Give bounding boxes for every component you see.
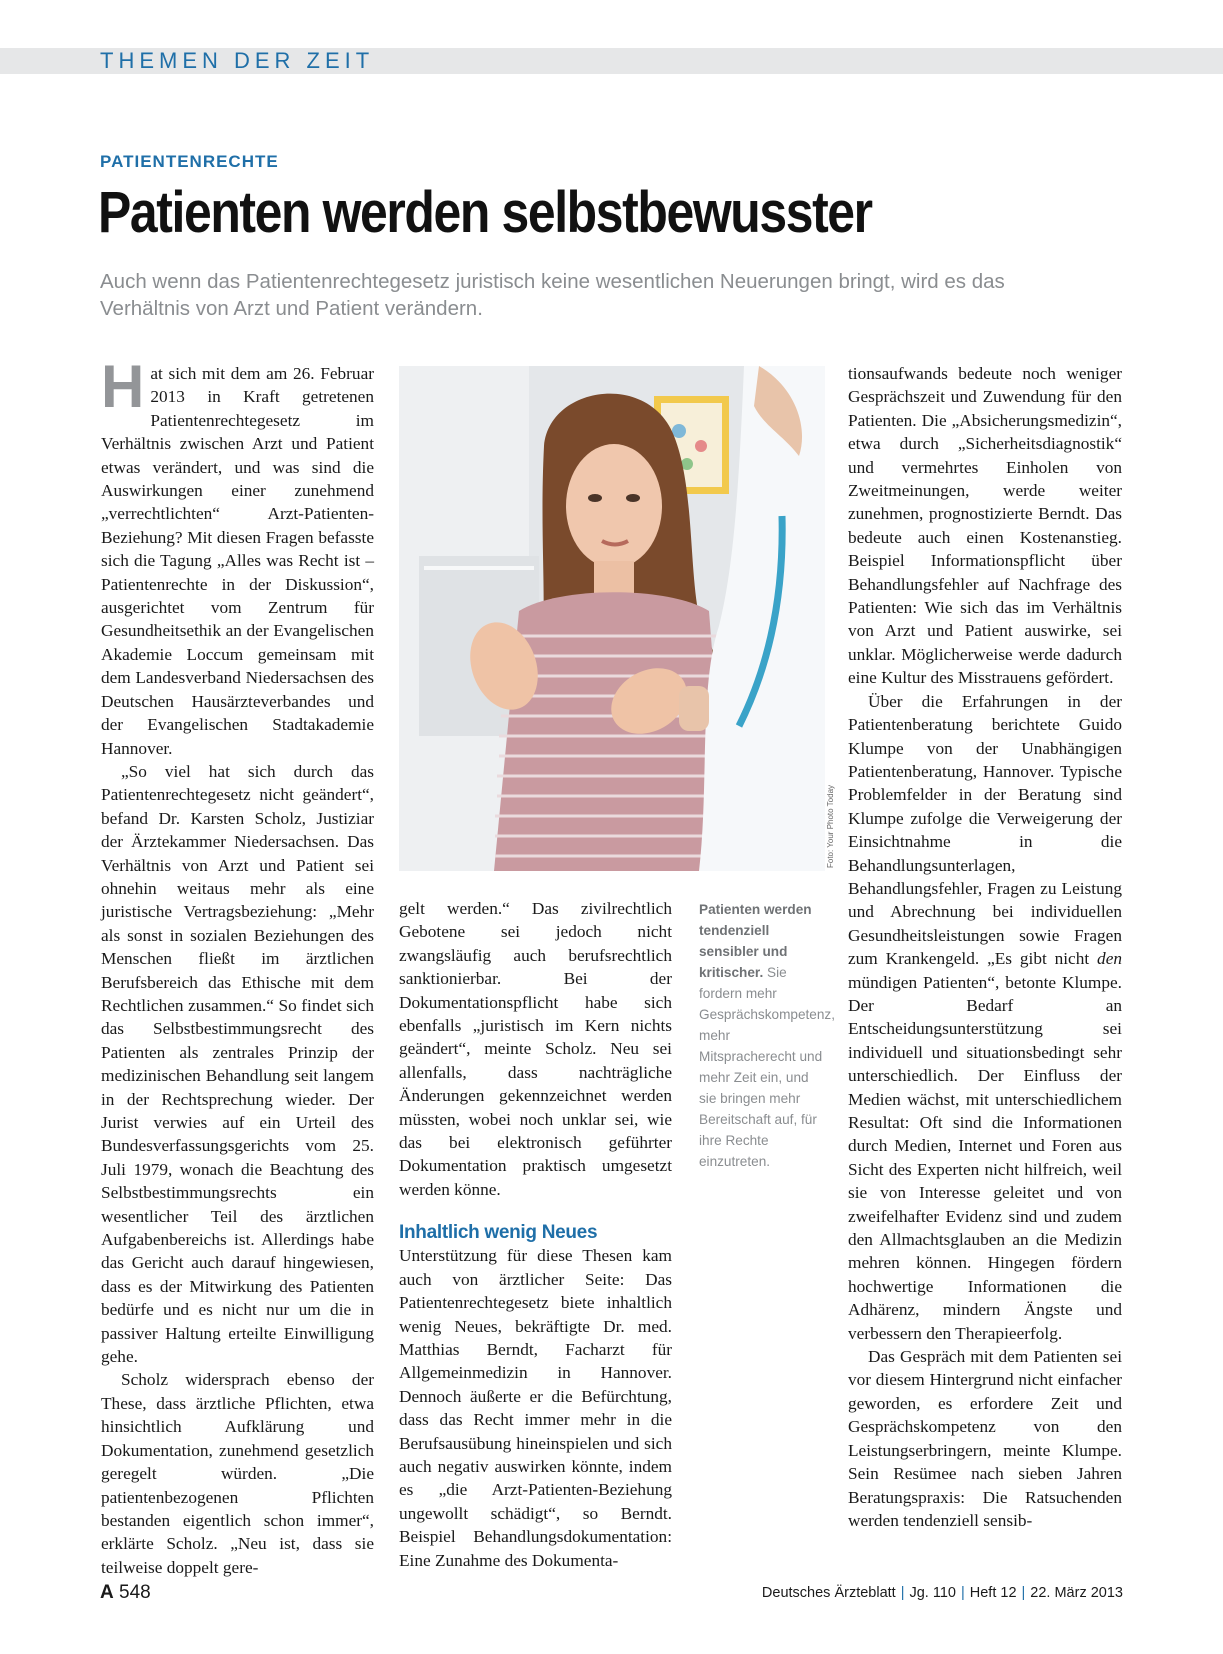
quote-emphasis: den	[1097, 949, 1122, 969]
quote-text: mündigen Patienten“, betonte Klumpe.	[848, 972, 1122, 992]
page-number	[100, 1582, 151, 1604]
subheading: Inhaltlich wenig Neues	[399, 1222, 598, 1244]
paragraph	[101, 353, 374, 760]
photo-illustration	[399, 366, 825, 871]
article-column-1	[101, 353, 374, 1579]
paragraph: tionsaufwands bedeute noch weniger Gesprächszeit und Zuwendung für den Patienten. Die „Absicherungsmedizin“, etwa durch „Sicherheitsdiagnostik“ und vermehrtes Einholen von Zweitmeinungen, werde weiter zunehmen, prognostizierte Berndt. Das bedeute auch einen Kostenanstieg. Beispiel Informationspflicht über Behandlungsfehler auf Nachfrage des Patienten: Wie sich das im Verhältnis von Arzt und Patient auswirke, sei unklar. Möglicherweise werde dadurch eine Kultur des Misstrauens gefördert.	[848, 364, 1122, 688]
separator: |	[960, 1585, 965, 1601]
journal-date: 22. März 2013	[1030, 1585, 1123, 1601]
journal-issue: Heft 12	[969, 1585, 1017, 1601]
quote-text: „Es gibt nicht	[987, 949, 1098, 969]
paragraph: „So viel hat sich durch das Patientenrechtegesetz nicht geändert“, befand Dr. Karsten Scholz, Justiziar der Ärztekammer Niedersachsen. Das Verhältnis von Arzt und Patient sei ohnehin weitaus mehr als eine juristische Vertragsbeziehung: „Mehr als sonst in sozialen Beziehungen des Menschen fließt im ärztlichen Berufsbereich das Ethische mit dem Rechtlichen zusammen.“ So findet sich das Selbstbestimmungsrecht des Patienten als zentrales Prinzip der medizinischen Behandlung seit langem in der Rechtsprechung wieder. Der Jurist verwies auf ein Urteil des Bundesverfassungsgerichts vom 25. Juli 1979, wonach die Beachtung des Selbstbestimmungsrechts ein wesentlicher Teil des ärztlichen Aufgabenbereichs ist. Allerdings habe das Gericht auch darauf hingewiesen, dass es der Mitwirkung des Patienten bedürfe und es nicht nur um die in passiver Haltung erteilte Einwilligung gehe.	[101, 761, 374, 1367]
article-photo	[399, 366, 825, 871]
photo-caption	[699, 899, 836, 1172]
paragraph: gelt werden.“ Das zivilrechtlich Gebotene sei jedoch nicht zwangsläufig auch berufsrechtlich sanktionierbar. Bei der Dokumentationspflicht habe sich ebenfalls „juristisch im Kern nichts geändert“, meinte Scholz. Neu sei allenfalls, dass nachträgliche Änderungen gekennzeichnet werden müssten, wobei noch unklar sei, wie das bei elektronisch geführter Dokumentation praktisch umgesetzt werden könne.	[399, 899, 672, 1199]
section-bar	[0, 48, 1223, 74]
paragraph: Unterstützung für diese Thesen kam auch von ärztlicher Seite: Das Patientenrechtegesetz biete inhaltlich wenig Neues, bekräftigte Dr. med. Matthias Berndt, Facharzt für Allgemeinmedizin in Hannover. Dennoch äußerte er die Befürchtung, dass das Recht immer mehr in die Berufsausübung hineinspielen und sich auch negativ auswirken könnte, indem es „die Arzt-Patienten-Beziehung ungewollt schädigt“, so Berndt. Beispiel Behandlungsdokumentation: Eine Zunahme des Dokumenta-	[399, 1246, 672, 1570]
article-standfirst: Auch wenn das Patientenrechtegesetz juristisch keine wesentlichen Neuerungen bringt, wird es das Verhältnis von Arzt und Patient verändern.	[100, 270, 1005, 320]
drop-cap: H	[101, 353, 145, 420]
photo-credit: Foto: Your Photo Today	[826, 784, 835, 868]
journal-name: Deutsches Ärzteblatt	[761, 1585, 896, 1601]
paragraph: Scholz widersprach ebenso der These, dass ärztliche Pflichten, etwa hinsichtlich Aufklärung und Dokumentation, zunehmend gesetzlich geregelt würden. „Die patientenbezogenen Pflichten bestanden eigentlich schon immer“, erklärte Scholz. „Neu ist, dass sie teilweise doppelt gere-	[101, 1370, 374, 1577]
footer-publication	[762, 1585, 1123, 1601]
page-prefix: A	[100, 1582, 114, 1603]
caption-lead: Patienten werden tendenziell sensibler und kritischer.	[699, 902, 812, 980]
separator: |	[900, 1585, 905, 1601]
paragraph-text: Der Bedarf an Entscheidungsunterstützung sei individuell und situationsbedingt sehr unterschiedlich. Der Einfluss der Medien wächst, mit unterschiedlichem Resultat: Oft sind die Informationen durch Medien, Internet und Foren aus Sicht des Experten nicht hilfreich, weil sie von Interesse geleitet und von zweifelhafter Evidenz sind und zudem den Allmachtsglauben an die Medizin mehren können. Hingegen fördern hochwertige Informationen die Adhärenz, mindern Ängste und verbessern den Therapieerfolg.	[848, 995, 1122, 1343]
article-column-2	[399, 897, 672, 1572]
article-kicker: PATIENTENRECHTE	[100, 152, 279, 171]
paragraph-text: at sich mit dem am 26. Februar 2013 in Kraft getretenen Patientenrechtegesetz im Verhältnis zwischen Arzt und Patient etwas verändert, und was sind die Auswirkungen einer zunehmend „verrechtlichten“ Arzt-Patienten-Beziehung? Mit diesen Fragen befasste sich die Tagung „Alles was Recht ist – Patientenrechte in der Diskussion“, ausgerichtet vom Zentrum für Gesundheitsethik an der Evangelischen Akademie Loccum gemeinsam mit dem Landesverband Niedersachsen des Deutschen Hausärzteverbandes und der Evangelischen Stadtakademie Hannover.	[101, 364, 374, 758]
journal-volume: Jg. 110	[909, 1585, 956, 1601]
paragraph: Das Gespräch mit dem Patienten sei vor diesem Hintergrund nicht einfacher geworden, es erfordere Zeit und Gesprächskompetenz von den Leistungserbringern, meinte Klumpe. Sein Resümee nach sieben Jahren Beratungspraxis: Die Ratsuchenden werden tendenziell sensib-	[848, 1347, 1122, 1530]
separator: |	[1021, 1585, 1026, 1601]
page-number-value: 548	[119, 1582, 151, 1603]
article-title: Patienten werden selbstbewusster	[98, 180, 872, 245]
caption-text: Sie fordern mehr Gesprächskompetenz, mehr Mitspracherecht und mehr Zeit ein, und sie bringen mehr Bereitschaft auf, für ihre Rechte einzutreten.	[699, 965, 836, 1169]
section-title: THEMEN DER ZEIT	[100, 48, 375, 73]
article-column-3	[848, 362, 1122, 1532]
paragraph	[848, 690, 1122, 1345]
paragraph-text: Über die Erfahrungen in der Patientenberatung berichtete Guido Klumpe von der Unabhängigen Patientenberatung, Hannover. Typische Problemfelder in der Beratung sind Klumpe zufolge die Verweigerung der Einsichtnahme in die Behandlungsunterlagen, Behandlungsfehler, Fragen zu Leistung und Abrechnung bei individuellen Gesundheitsleistungen sowie Fragen zum Krankengeld.	[848, 691, 1122, 969]
